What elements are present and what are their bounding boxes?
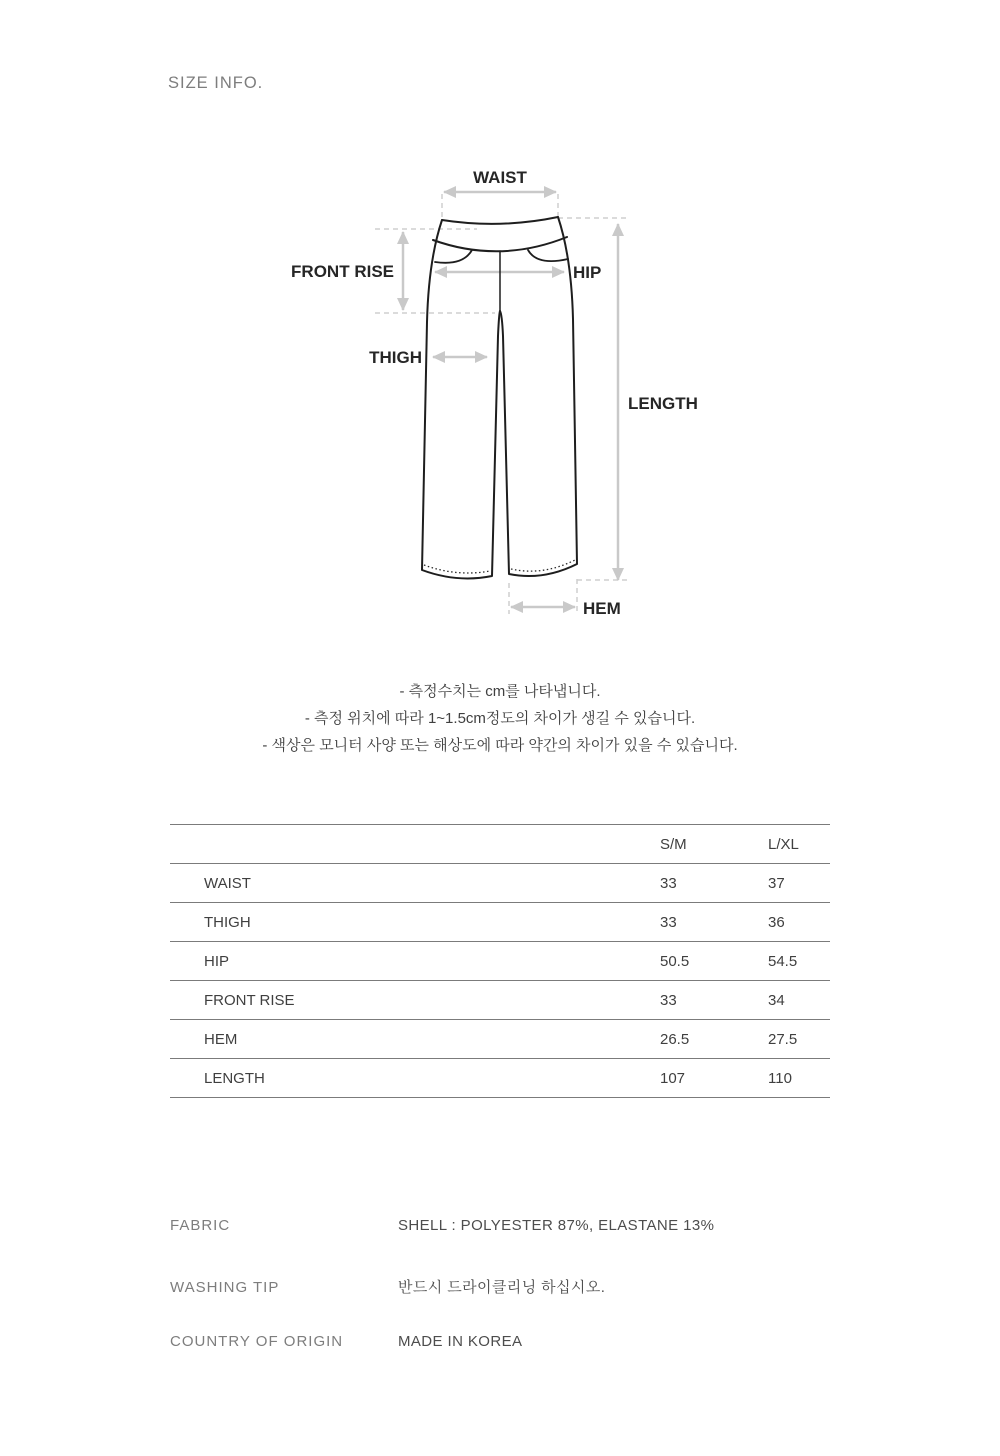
origin-label: COUNTRY OF ORIGIN — [170, 1333, 344, 1350]
note-line: - 측정 위치에 따라 1~1.5cm정도의 차이가 생길 수 있습니다. — [304, 710, 696, 727]
row-sm-value: 50.5 — [660, 952, 690, 970]
header-lxl: L/XL — [768, 835, 799, 853]
row-sm-value: 33 — [660, 913, 677, 931]
washing-tip-label: WASHING TIP — [170, 1279, 280, 1296]
origin-value: MADE IN KOREA — [398, 1333, 523, 1350]
washing-tip-row — [170, 1276, 605, 1297]
note-line: - 측정수치는 cm를 나타냅니다. — [399, 683, 601, 700]
hem-stitch-lines — [424, 560, 575, 573]
front-rise-label: FRONT RISE — [291, 262, 394, 281]
page-title: SIZE INFO. — [168, 74, 264, 92]
table-row — [170, 981, 830, 1020]
fabric-row — [170, 1217, 714, 1235]
row-sm-value: 107 — [660, 1069, 686, 1087]
row-label: THIGH — [204, 913, 251, 931]
row-sm-value: 33 — [660, 991, 677, 1009]
row-label: WAIST — [204, 874, 251, 892]
row-lxl-value: 110 — [768, 1069, 792, 1087]
table-row — [170, 903, 830, 942]
table-row — [170, 1059, 830, 1098]
row-sm-value: 26.5 — [660, 1030, 690, 1048]
washing-tip-value: 반드시 드라이클리닝 하십시오. — [398, 1279, 606, 1296]
size-table — [170, 824, 830, 1098]
row-label: HEM — [204, 1030, 238, 1048]
header-sm: S/M — [660, 835, 687, 853]
header-empty-cell — [170, 825, 660, 864]
row-label: LENGTH — [204, 1069, 265, 1087]
pants-measurement-diagram — [280, 150, 720, 630]
note-line: - 색상은 모니터 사양 또는 해상도에 따라 약간의 차이가 있을 수 있습니다. — [262, 737, 738, 754]
guide-dashes — [375, 194, 630, 614]
measurement-notes — [0, 678, 1000, 759]
table-row — [170, 942, 830, 981]
row-lxl-value: 34 — [768, 991, 785, 1009]
fabric-value: SHELL : POLYESTER 87%, ELASTANE 13% — [398, 1217, 715, 1234]
row-lxl-value: 27.5 — [768, 1030, 798, 1048]
hem-label: HEM — [583, 599, 621, 618]
row-lxl-value: 54.5 — [768, 952, 798, 970]
row-lxl-value: 37 — [768, 874, 785, 892]
waist-label: WAIST — [473, 168, 527, 187]
thigh-label: THIGH — [369, 348, 422, 367]
table-row — [170, 1020, 830, 1059]
row-sm-value: 33 — [660, 874, 677, 892]
table-row — [170, 864, 830, 903]
row-label: FRONT RISE — [204, 991, 295, 1009]
hip-label: HIP — [573, 263, 602, 282]
origin-row — [170, 1333, 522, 1351]
row-lxl-value: 36 — [768, 913, 785, 931]
size-table-header-row — [170, 825, 830, 864]
fabric-label: FABRIC — [170, 1217, 231, 1234]
measurement-arrows — [403, 192, 618, 607]
row-label: HIP — [204, 952, 230, 970]
length-label: LENGTH — [628, 394, 698, 413]
